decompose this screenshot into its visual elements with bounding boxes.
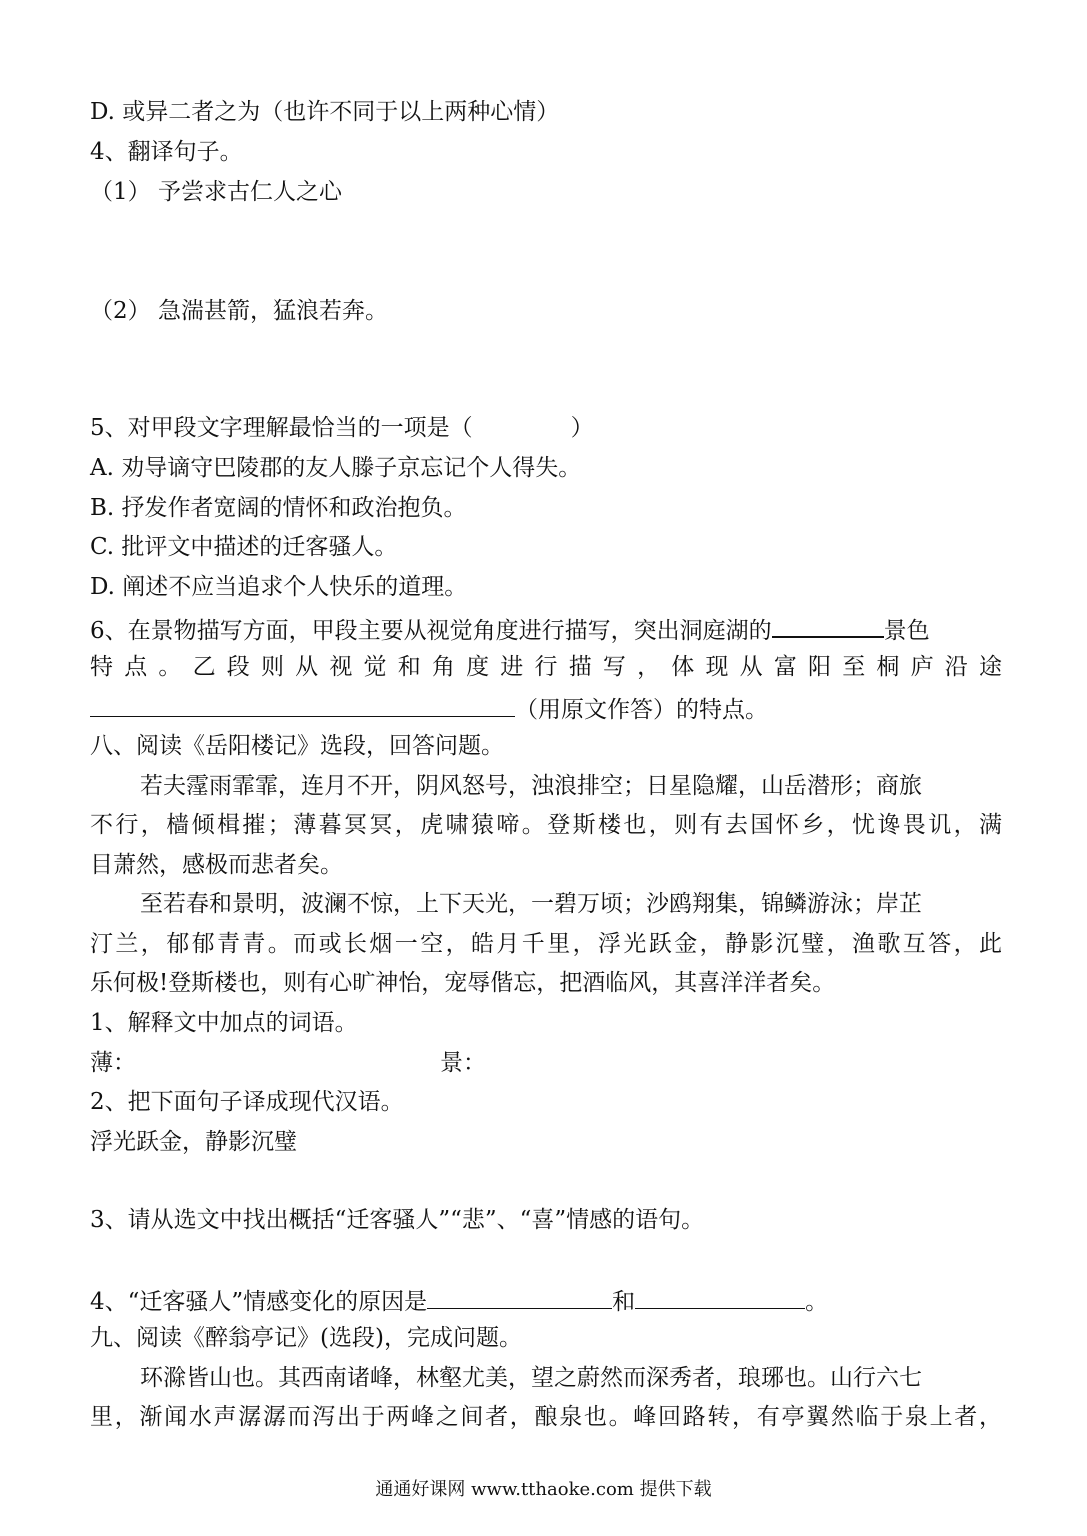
question-5-text: 5、对甲段文字理解最恰当的一项是（	[90, 415, 473, 441]
option-b: B. 抒发作者宽阔的情怀和政治抱负。	[90, 495, 467, 521]
question-4-heading: 4、翻译句子。	[90, 139, 243, 165]
passage-1-line-3: 目萧然，感极而悲者矣。	[90, 852, 343, 878]
option-a: A. 劝导谪守巴陵郡的友人滕子京忘记个人得失。	[90, 455, 582, 481]
question-8-2: 2、把下面句子译成现代汉语。	[90, 1089, 404, 1115]
option-d-line: D. 或异二者之为（也许不同于以上两种心情）	[90, 99, 560, 125]
option-d: D. 阐述不应当追求个人快乐的道理。	[90, 574, 468, 600]
question-6-text: 6、在景物描写方面，甲段主要从视觉角度进行描写，突出洞庭湖的	[90, 618, 772, 644]
footer-source: 通通好课网 www.tthaoke.com 提供下载	[375, 1479, 712, 1500]
question-8-4-end: 。	[805, 1289, 829, 1315]
question-8-4	[90, 1284, 1002, 1317]
answer-blank-3[interactable]	[427, 1284, 612, 1309]
question-6-line-3	[90, 692, 1002, 725]
word-explain-line	[90, 1048, 1002, 1078]
question-6-line-2: 特点。乙段则从视觉和角度进行描写，体现从富阳至桐庐沿途	[90, 654, 1002, 680]
option-c: C. 批评文中描述的迁客骚人。	[90, 534, 398, 560]
question-8-4-and: 和	[612, 1289, 636, 1315]
section-9-heading: 九、阅读《醉翁亭记》(选段)，完成问题。	[90, 1325, 522, 1351]
question-8-3: 3、请从选文中找出概括“迁客骚人”“悲”、“喜”情感的语句。	[90, 1207, 705, 1233]
translate-sentence: 浮光跃金，静影沉璧	[90, 1129, 297, 1155]
answer-blank-1[interactable]	[772, 612, 884, 638]
answer-blank-2[interactable]	[90, 692, 515, 717]
passage-2-line-1: 至若春和景明，波澜不惊，上下天光，一碧万顷；沙鸥翔集，锦鳞游泳；岸芷	[140, 891, 922, 917]
section-8-heading: 八、阅读《岳阳楼记》选段，回答问题。	[90, 733, 504, 759]
word-bo: 薄：	[90, 1050, 136, 1076]
translate-item-2: （2） 急湍甚箭，猛浪若奔。	[90, 298, 388, 324]
question-6-line-1	[90, 612, 1002, 646]
passage-3-line-1: 环滁皆山也。其西南诸峰，林壑尤美，望之蔚然而深秀者，琅琊也。山行六七	[140, 1365, 922, 1391]
passage-1-line-2: 不行，樯倾楫摧；薄暮冥冥，虎啸猿啼。登斯楼也，则有去国怀乡，忧谗畏讥，满	[90, 812, 1002, 838]
question-6-line-3-text: （用原文作答）的特点。	[515, 697, 768, 723]
translate-item-1: （1） 予尝求古仁人之心	[90, 179, 342, 205]
question-5-line	[90, 413, 1002, 443]
passage-2-line-2: 汀兰，郁郁青青。而或长烟一空，皓月千里，浮光跃金，静影沉璧，渔歌互答，此	[90, 931, 1002, 957]
passage-3-line-2: 里，渐闻水声潺潺而泻出于两峰之间者，酿泉也。峰回路转，有亭翼然临于泉上者，	[90, 1404, 1002, 1430]
question-8-1: 1、解释文中加点的词语。	[90, 1010, 358, 1036]
passage-2-line-3: 乐何极!登斯楼也，则有心旷神怡，宠辱偕忘，把酒临风，其喜洋洋者矣。	[90, 970, 836, 996]
passage-1-line-1: 若夫霪雨霏霏，连月不开，阴风怒号，浊浪排空；日星隐耀，山岳潜形；商旅	[140, 773, 922, 799]
answer-blank-4[interactable]	[635, 1284, 805, 1309]
question-5-close: ）	[570, 415, 594, 441]
question-8-4-text: 4、“迁客骚人”情感变化的原因是	[90, 1289, 428, 1315]
word-jing: 景：	[440, 1050, 486, 1076]
question-6-text-end: 景色	[883, 618, 930, 644]
